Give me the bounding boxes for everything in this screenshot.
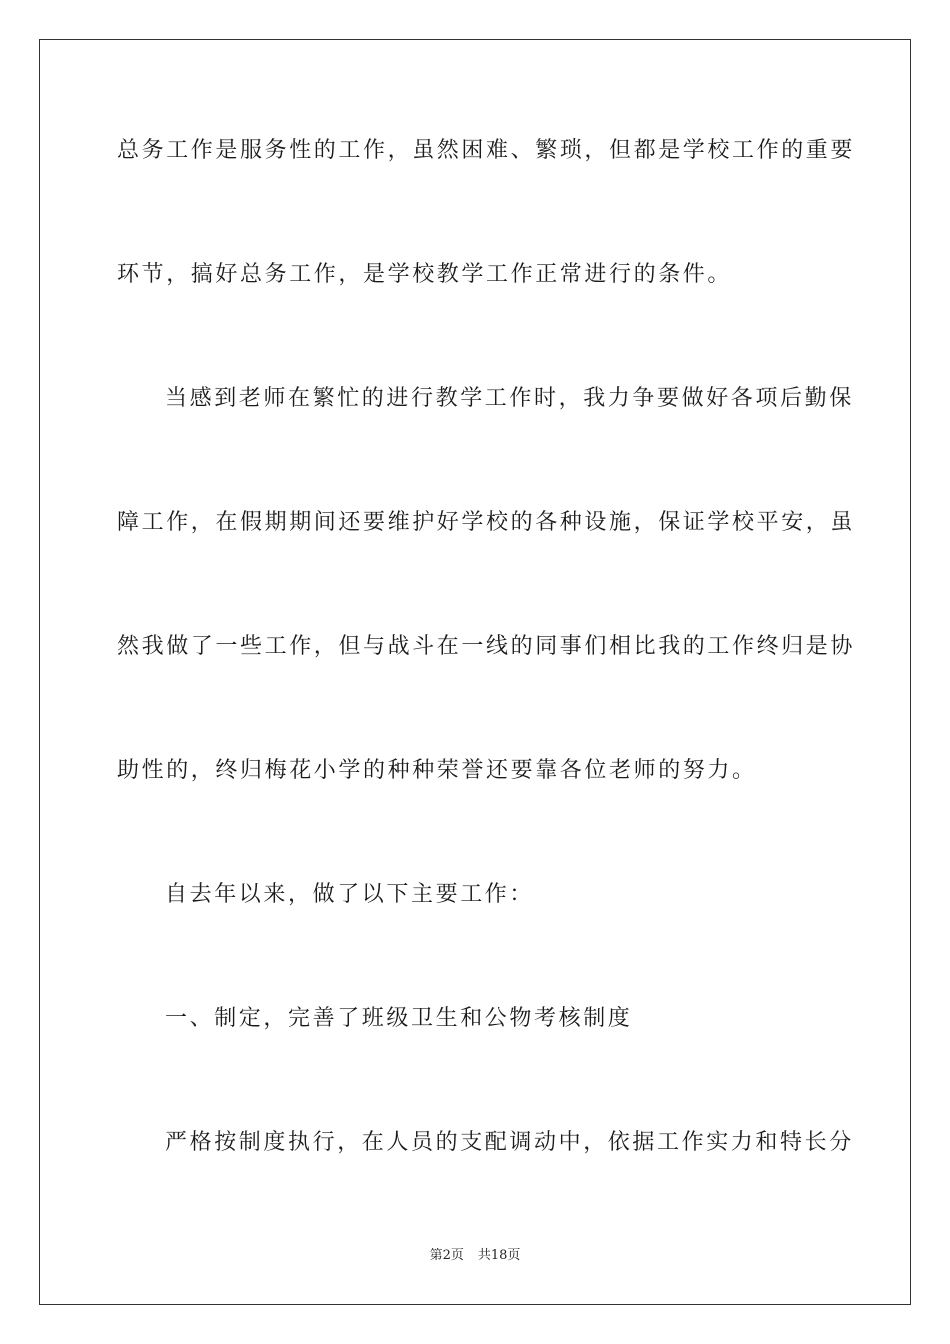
body-line-1: 总务工作是服务性的工作，虽然困难、繁琐，但都是学校工作的重要 [117, 138, 856, 163]
section-heading-1: 一、制定，完善了班级卫生和公物考核制度 [165, 1006, 633, 1031]
body-line-5: 然我做了一些工作，但与战斗在一线的同事们相比我的工作终归是协 [117, 634, 856, 659]
body-line-3: 当感到老师在繁忙的进行教学工作时，我力争要做好各项后勤保 [165, 386, 854, 411]
body-line-6: 助性的，终归梅花小学的种种荣誉还要靠各位老师的努力。 [117, 758, 757, 783]
body-line-8: 严格按制度执行，在人员的支配调动中，依据工作实力和特长分 [165, 1130, 854, 1155]
body-line-2: 环节，搞好总务工作，是学校教学工作正常进行的条件。 [117, 262, 733, 287]
body-line-4: 障工作，在假期期间还要维护好学校的各种设施，保证学校平安，虽 [117, 510, 856, 535]
body-line-7: 自去年以来，做了以下主要工作： [165, 882, 535, 907]
page-footer [0, 1247, 950, 1265]
page-border [39, 39, 911, 1305]
page-total: 共18页 [477, 1248, 521, 1263]
page-number: 第2页 [429, 1248, 464, 1263]
